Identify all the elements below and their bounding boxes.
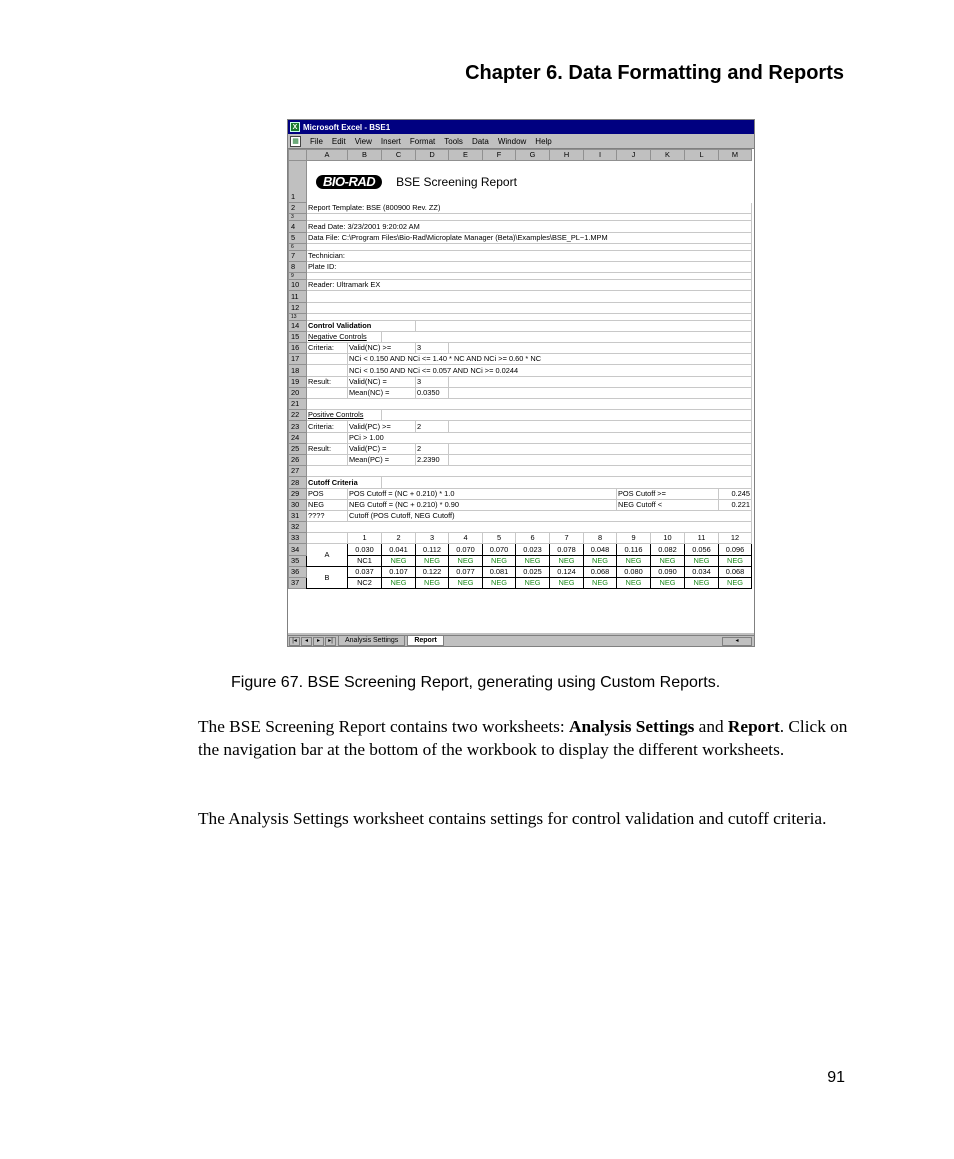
para1-bold-analysis-settings: Analysis Settings <box>569 717 695 736</box>
cell-empty[interactable] <box>307 399 752 410</box>
plate-col-header[interactable]: 12 <box>719 533 752 544</box>
tab-report[interactable]: Report <box>407 636 444 646</box>
page-number: 91 <box>827 1069 845 1086</box>
well-value[interactable]: 0.025 <box>516 566 550 577</box>
excel-window <box>287 119 755 647</box>
horizontal-scrollbar[interactable]: ◂ <box>722 637 752 646</box>
well-value[interactable]: 0.090 <box>651 566 685 577</box>
plate-row-label[interactable]: A <box>307 544 348 566</box>
well-call[interactable]: NEG <box>584 578 617 589</box>
column-header[interactable]: G <box>516 150 550 161</box>
cell-valid-pc-label[interactable]: Valid(PC) >= <box>348 421 416 432</box>
row-header[interactable]: 8 <box>289 261 307 272</box>
cell-technician[interactable]: Technician: <box>307 250 752 261</box>
row-header[interactable]: 24 <box>289 432 307 443</box>
well-call[interactable]: NEG <box>516 578 550 589</box>
well-value[interactable]: 0.122 <box>416 566 449 577</box>
well-call[interactable]: NEG <box>416 555 449 566</box>
cell-neg-cutoff-formula[interactable]: NEG Cutoff = (NC + 0.210) * 0.90 <box>348 499 617 510</box>
plate-row-label[interactable]: B <box>307 566 348 588</box>
cell-mean-nc[interactable]: 0.0350 <box>416 387 449 398</box>
well-value[interactable]: 0.112 <box>416 544 449 555</box>
column-header[interactable]: A <box>307 150 348 161</box>
plate-col-header[interactable]: 9 <box>617 533 651 544</box>
cell-empty[interactable] <box>307 291 752 302</box>
well-value[interactable]: 0.107 <box>382 566 416 577</box>
workbook-icon[interactable]: ▦ <box>290 136 301 147</box>
row-header[interactable]: 29 <box>289 488 307 499</box>
well-value[interactable]: 0.124 <box>550 566 584 577</box>
row-header[interactable]: 5 <box>289 232 307 243</box>
cell-valid-pc-min[interactable]: 2 <box>416 421 449 432</box>
select-all-corner[interactable] <box>289 150 307 161</box>
excel-app-icon: X <box>290 122 300 132</box>
cell-empty[interactable] <box>449 454 752 465</box>
well-value[interactable]: 0.048 <box>584 544 617 555</box>
cell-empty[interactable] <box>307 432 348 443</box>
well-call[interactable]: NEG <box>416 578 449 589</box>
cell-valid-pc-result-label[interactable]: Valid(PC) = <box>348 443 416 454</box>
row-header[interactable]: 3 <box>289 214 307 221</box>
para1-text-a: The BSE Screening Report contains two worksheets: <box>198 717 569 736</box>
cell-empty[interactable] <box>449 387 752 398</box>
cell-empty[interactable] <box>307 454 348 465</box>
column-header[interactable]: M <box>719 150 752 161</box>
biorad-logo: BIO-RAD <box>316 175 382 189</box>
para1-text-c: and <box>694 717 728 736</box>
well-value[interactable]: 0.030 <box>348 544 382 555</box>
column-header[interactable]: E <box>449 150 483 161</box>
report-title: BSE Screening Report <box>396 174 517 189</box>
para1-bold-report: Report <box>727 717 780 736</box>
well-value[interactable]: 0.070 <box>483 544 516 555</box>
cell-criteria-label[interactable]: Criteria: <box>307 343 348 354</box>
column-header[interactable]: I <box>584 150 617 161</box>
cell-positive-controls[interactable]: Positive Controls <box>307 410 382 421</box>
first-sheet-button[interactable]: |◂ <box>289 637 300 646</box>
cell-pos-cutoff-value[interactable]: 0.245 <box>719 488 752 499</box>
well-call[interactable]: NEG <box>550 555 584 566</box>
para1-text-e: . Click on the navigation bar at the bottom of the workbook to display the different worksheets. <box>198 717 848 759</box>
plate-col-header[interactable]: 7 <box>550 533 584 544</box>
well-call[interactable]: NEG <box>449 578 483 589</box>
column-header[interactable]: F <box>483 150 516 161</box>
cell-table[interactable] <box>288 149 752 589</box>
cell-nc-rule-2[interactable]: NCi < 0.150 AND NCi <= 0.057 AND NCi >= 0.0244 <box>348 365 752 376</box>
well-value[interactable]: 0.080 <box>617 566 651 577</box>
cell-reader[interactable]: Reader: Ultramark EX <box>307 280 752 291</box>
well-value[interactable]: 0.070 <box>449 544 483 555</box>
plate-col-header[interactable]: 4 <box>449 533 483 544</box>
cell-valid-nc-label[interactable]: Valid(NC) >= <box>348 343 416 354</box>
row-header[interactable]: 21 <box>289 399 307 410</box>
well-call[interactable]: NEG <box>685 555 719 566</box>
cell-empty[interactable] <box>416 320 752 331</box>
cell-nc-rule-1[interactable]: NCi < 0.150 AND NCi <= 1.40 * NC AND NCi >= 0.60 * NC <box>348 354 752 365</box>
row-header[interactable]: 25 <box>289 443 307 454</box>
row-header[interactable]: 18 <box>289 365 307 376</box>
cell-empty[interactable] <box>449 421 752 432</box>
window-title: Microsoft Excel - BSE1 <box>303 122 391 132</box>
plate-col-header[interactable]: 8 <box>584 533 617 544</box>
row-header[interactable]: 27 <box>289 466 307 477</box>
column-header[interactable]: B <box>348 150 382 161</box>
column-header[interactable]: H <box>550 150 584 161</box>
cell-pos-cutoff-label[interactable]: POS Cutoff >= <box>617 488 719 499</box>
well-call[interactable]: NEG <box>516 555 550 566</box>
well-value[interactable]: 0.068 <box>719 566 752 577</box>
row-header[interactable]: 14 <box>289 320 307 331</box>
well-call[interactable]: NC2 <box>348 578 382 589</box>
menu-data[interactable]: Data <box>471 136 489 146</box>
cell-neg-cutoff-label[interactable]: NEG Cutoff < <box>617 499 719 510</box>
cell-report-template[interactable]: Report Template: BSE (800900 Rev. ZZ) <box>307 203 752 214</box>
cell-empty[interactable] <box>307 273 752 280</box>
cell-pos-label[interactable]: POS <box>307 488 348 499</box>
chapter-header: Chapter 6. Data Formatting and Reports <box>465 62 844 84</box>
row-header[interactable]: 6 <box>289 243 307 250</box>
menu-file[interactable]: File <box>310 136 323 146</box>
column-header[interactable]: L <box>685 150 719 161</box>
cell-mean-pc[interactable]: 2.2390 <box>416 454 449 465</box>
cell-empty[interactable] <box>307 302 752 313</box>
row-header[interactable]: 32 <box>289 522 307 533</box>
cell-criteria-label[interactable]: Criteria: <box>307 421 348 432</box>
plate-col-header[interactable]: 1 <box>348 533 382 544</box>
menu-edit[interactable]: Edit <box>331 136 346 146</box>
cell-mean-pc-label[interactable]: Mean(PC) = <box>348 454 416 465</box>
cell-valid-nc-min[interactable]: 3 <box>416 343 449 354</box>
report-header-cell[interactable] <box>307 161 752 203</box>
well-call[interactable]: NEG <box>382 555 416 566</box>
cell-empty[interactable] <box>307 214 752 221</box>
well-call[interactable]: NEG <box>719 555 752 566</box>
cell-empty[interactable] <box>307 243 752 250</box>
cell-neg-label[interactable]: NEG <box>307 499 348 510</box>
cell-result-label[interactable]: Result: <box>307 376 348 387</box>
well-call[interactable]: NEG <box>685 578 719 589</box>
column-header[interactable]: C <box>382 150 416 161</box>
cell-empty[interactable] <box>307 387 348 398</box>
cell-plate-id[interactable]: Plate ID: <box>307 261 752 272</box>
row-header[interactable]: 17 <box>289 354 307 365</box>
plate-col-header[interactable]: 10 <box>651 533 685 544</box>
row-header[interactable]: 35 <box>289 555 307 566</box>
cell-neg-cutoff-value[interactable]: 0.221 <box>719 499 752 510</box>
cell-empty[interactable] <box>307 365 348 376</box>
cell-control-validation[interactable]: Control Validation <box>307 320 416 331</box>
cell-empty[interactable] <box>307 354 348 365</box>
cell-pos-cutoff-formula[interactable]: POS Cutoff = (NC + 0.210) * 1.0 <box>348 488 617 499</box>
plate-col-header[interactable]: 11 <box>685 533 719 544</box>
cell-negative-controls[interactable]: Negative Controls <box>307 331 382 342</box>
plate-col-header[interactable]: 2 <box>382 533 416 544</box>
row-header[interactable]: 10 <box>289 280 307 291</box>
well-value[interactable]: 0.034 <box>685 566 719 577</box>
menu-format[interactable]: Format <box>409 136 436 146</box>
menu-window[interactable]: Window <box>497 136 527 146</box>
row-header[interactable]: 13 <box>289 313 307 320</box>
cell-question-label[interactable]: ???? <box>307 510 348 521</box>
row-header[interactable]: 22 <box>289 410 307 421</box>
well-call[interactable]: NEG <box>483 555 516 566</box>
last-sheet-button[interactable]: ▸| <box>325 637 336 646</box>
well-call[interactable]: NEG <box>651 578 685 589</box>
well-value[interactable]: 0.081 <box>483 566 516 577</box>
well-value[interactable]: 0.056 <box>685 544 719 555</box>
well-call[interactable]: NEG <box>550 578 584 589</box>
cell-empty[interactable] <box>307 522 752 533</box>
menu-help[interactable]: Help <box>535 136 552 146</box>
column-header[interactable]: J <box>617 150 651 161</box>
well-call[interactable]: NEG <box>382 578 416 589</box>
menu-bar <box>288 134 754 149</box>
row-header[interactable]: 33 <box>289 533 307 544</box>
column-header[interactable]: K <box>651 150 685 161</box>
well-call[interactable]: NEG <box>719 578 752 589</box>
row-header[interactable]: 28 <box>289 477 307 488</box>
cell-valid-nc-result[interactable]: 3 <box>416 376 449 387</box>
cell-empty[interactable] <box>307 466 752 477</box>
row-header[interactable]: 31 <box>289 510 307 521</box>
cell-empty[interactable] <box>307 313 752 320</box>
row-header[interactable]: 26 <box>289 454 307 465</box>
cell-empty[interactable] <box>449 443 752 454</box>
sheet-tab-bar <box>288 635 754 646</box>
row-header[interactable]: 19 <box>289 376 307 387</box>
well-value[interactable]: 0.041 <box>382 544 416 555</box>
row-header[interactable]: 11 <box>289 291 307 302</box>
well-value[interactable]: 0.068 <box>584 566 617 577</box>
cell-read-date[interactable]: Read Date: 3/23/2001 9:20:02 AM <box>307 221 752 232</box>
figure-caption: Figure 67. BSE Screening Report, generating using Custom Reports. <box>231 674 721 691</box>
well-call[interactable]: NEG <box>651 555 685 566</box>
well-call[interactable]: NEG <box>449 555 483 566</box>
paragraph-worksheets <box>198 716 848 761</box>
well-call[interactable]: NEG <box>617 555 651 566</box>
cell-empty[interactable] <box>449 343 752 354</box>
row-header[interactable]: 2 <box>289 203 307 214</box>
plate-col-header[interactable]: 5 <box>483 533 516 544</box>
plate-col-header[interactable]: 3 <box>416 533 449 544</box>
row-header[interactable]: 12 <box>289 302 307 313</box>
row-header[interactable]: 37 <box>289 578 307 589</box>
cell-mean-nc-label[interactable]: Mean(NC) = <box>348 387 416 398</box>
column-header[interactable]: D <box>416 150 449 161</box>
row-header[interactable]: 36 <box>289 566 307 577</box>
cell-data-file[interactable]: Data File: C:\Program Files\Bio-Rad\Microplate Manager (Beta)\Examples\BSE_PL~1.MPM <box>307 232 752 243</box>
well-value[interactable]: 0.116 <box>617 544 651 555</box>
cell-empty[interactable] <box>307 533 348 544</box>
well-call[interactable]: NC1 <box>348 555 382 566</box>
well-call[interactable]: NEG <box>617 578 651 589</box>
cell-pc-rule[interactable]: PCi > 1.00 <box>348 432 752 443</box>
worksheet-grid[interactable] <box>288 149 754 633</box>
menu-insert[interactable]: Insert <box>380 136 401 146</box>
well-call[interactable]: NEG <box>584 555 617 566</box>
menu-tools[interactable]: Tools <box>444 136 463 146</box>
well-call[interactable]: NEG <box>483 578 516 589</box>
well-value[interactable]: 0.078 <box>550 544 584 555</box>
cell-empty[interactable] <box>382 331 752 342</box>
cell-result-label[interactable]: Result: <box>307 443 348 454</box>
tab-analysis-settings[interactable]: Analysis Settings <box>338 636 405 646</box>
excel-title-bar <box>288 120 754 134</box>
cell-empty[interactable] <box>382 477 752 488</box>
cell-valid-nc-result-label[interactable]: Valid(NC) = <box>348 376 416 387</box>
row-header[interactable]: 34 <box>289 544 307 555</box>
cell-cutoff-range[interactable]: Cutoff (POS Cutoff, NEG Cutoff) <box>348 510 752 521</box>
next-sheet-button[interactable]: ▸ <box>313 637 324 646</box>
well-value[interactable]: 0.023 <box>516 544 550 555</box>
paragraph-analysis-settings: The Analysis Settings worksheet contains settings for control validation and cutoff criteria. <box>198 809 827 828</box>
row-header[interactable]: 30 <box>289 499 307 510</box>
menu-view[interactable]: View <box>354 136 372 146</box>
row-header[interactable]: 20 <box>289 387 307 398</box>
row-header[interactable]: 15 <box>289 331 307 342</box>
well-value[interactable]: 0.096 <box>719 544 752 555</box>
well-value[interactable]: 0.037 <box>348 566 382 577</box>
row-header[interactable]: 4 <box>289 221 307 232</box>
row-header[interactable]: 16 <box>289 343 307 354</box>
row-header[interactable]: 23 <box>289 421 307 432</box>
row-header[interactable]: 1 <box>289 161 307 203</box>
cell-valid-pc-result[interactable]: 2 <box>416 443 449 454</box>
plate-col-header[interactable]: 6 <box>516 533 550 544</box>
cell-cutoff-criteria[interactable]: Cutoff Criteria <box>307 477 382 488</box>
well-value[interactable]: 0.082 <box>651 544 685 555</box>
row-header[interactable]: 9 <box>289 273 307 280</box>
prev-sheet-button[interactable]: ◂ <box>301 637 312 646</box>
row-header[interactable]: 7 <box>289 250 307 261</box>
cell-empty[interactable] <box>382 410 752 421</box>
cell-empty[interactable] <box>449 376 752 387</box>
well-value[interactable]: 0.077 <box>449 566 483 577</box>
